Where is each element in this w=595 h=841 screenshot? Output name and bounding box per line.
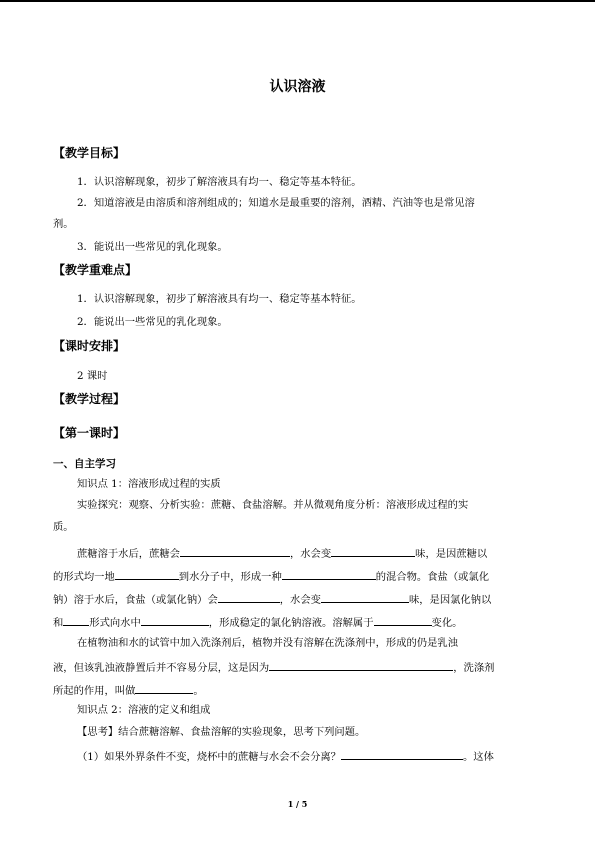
think-prompt: 【思考】结合蔗糖溶解、食盐溶解的实验现象，思考下列问题。 [77, 726, 366, 738]
section-heading-process: 【教学过程】 [53, 392, 126, 406]
page-number: 1 / 5 [287, 799, 308, 809]
answer-blank[interactable] [321, 591, 409, 603]
knowledge-point-1: 知识点 1：溶液形成过程的实质 [77, 478, 221, 490]
answer-blank[interactable] [141, 614, 209, 626]
key-point-line: 1．认识溶解现象，初步了解溶液具有均一、稳定等基本特征。 [77, 293, 362, 305]
experiment-line: 实验探究：观察、分析实验：蔗糖、食盐溶解。并从微观角度分析：溶液形成过程的实 [77, 499, 469, 511]
fill-blank-line: 的形式均一地 到水分子中，形成一种 的混合物。食盐（或氯化 [53, 568, 489, 584]
fill-blank-line: 蔗糖溶于水后，蔗糖会 ，水会变 味，是因蔗糖以 [77, 545, 487, 561]
answer-blank[interactable] [63, 614, 89, 626]
answer-blank[interactable] [374, 614, 432, 626]
goal-line: 1．认识溶解现象，初步了解溶液具有均一、稳定等基本特征。 [77, 176, 362, 188]
page-title: 认识溶液 [269, 79, 326, 95]
goal-line: 2．知道溶液是由溶质和溶剂组成的；知道水是最重要的溶剂，酒精、汽油等也是常见溶 [77, 197, 475, 209]
section-heading-key: 【教学重难点】 [53, 263, 138, 277]
fill-blank-line: 和 形式向水中 ，形成稳定的氯化钠溶液。溶解属于 变化。 [53, 614, 462, 630]
fill-blank-line: 液，但该乳浊液静置后并不容易分层，这是因为 ，洗涤剂 [53, 659, 494, 675]
goal-line: 3．能说出一些常见的乳化现象。 [77, 241, 228, 253]
paragraph-line: 在植物油和水的试管中加入洗涤剂后，植物并没有溶解在洗涤剂中，形成的仍是乳浊 [77, 637, 458, 649]
section-heading-goals: 【教学目标】 [53, 146, 126, 160]
answer-blank[interactable] [218, 591, 280, 603]
answer-blank[interactable] [115, 568, 179, 580]
experiment-line: 质。 [53, 521, 74, 533]
fill-blank-line: 钠）溶于水后，食盐（或氯化钠）会 ，水会变 味，是因氯化钠以 [53, 591, 491, 607]
goal-line: 剂。 [53, 218, 74, 230]
fill-blank-line: （1）如果外界条件不变，烧杯中的蔗糖与水会不会分离？ 。这体 [77, 748, 494, 764]
top-border-line [0, 0, 595, 2]
schedule-text: 2 课时 [77, 370, 108, 382]
fill-blank-line: 所起的作用，叫做 。 [53, 682, 204, 698]
knowledge-point-2: 知识点 2：溶液的定义和组成 [77, 704, 211, 716]
answer-blank[interactable] [269, 659, 453, 671]
answer-blank[interactable] [135, 682, 193, 694]
answer-blank[interactable] [331, 545, 415, 557]
section-heading-lesson1: 【第一课时】 [53, 426, 126, 440]
part-heading: 一、自主学习 [53, 458, 116, 470]
answer-blank[interactable] [282, 568, 376, 580]
section-heading-schedule: 【课时安排】 [53, 339, 126, 353]
answer-blank[interactable] [341, 748, 463, 760]
answer-blank[interactable] [180, 545, 290, 557]
key-point-line: 2．能说出一些常见的乳化现象。 [77, 316, 228, 328]
